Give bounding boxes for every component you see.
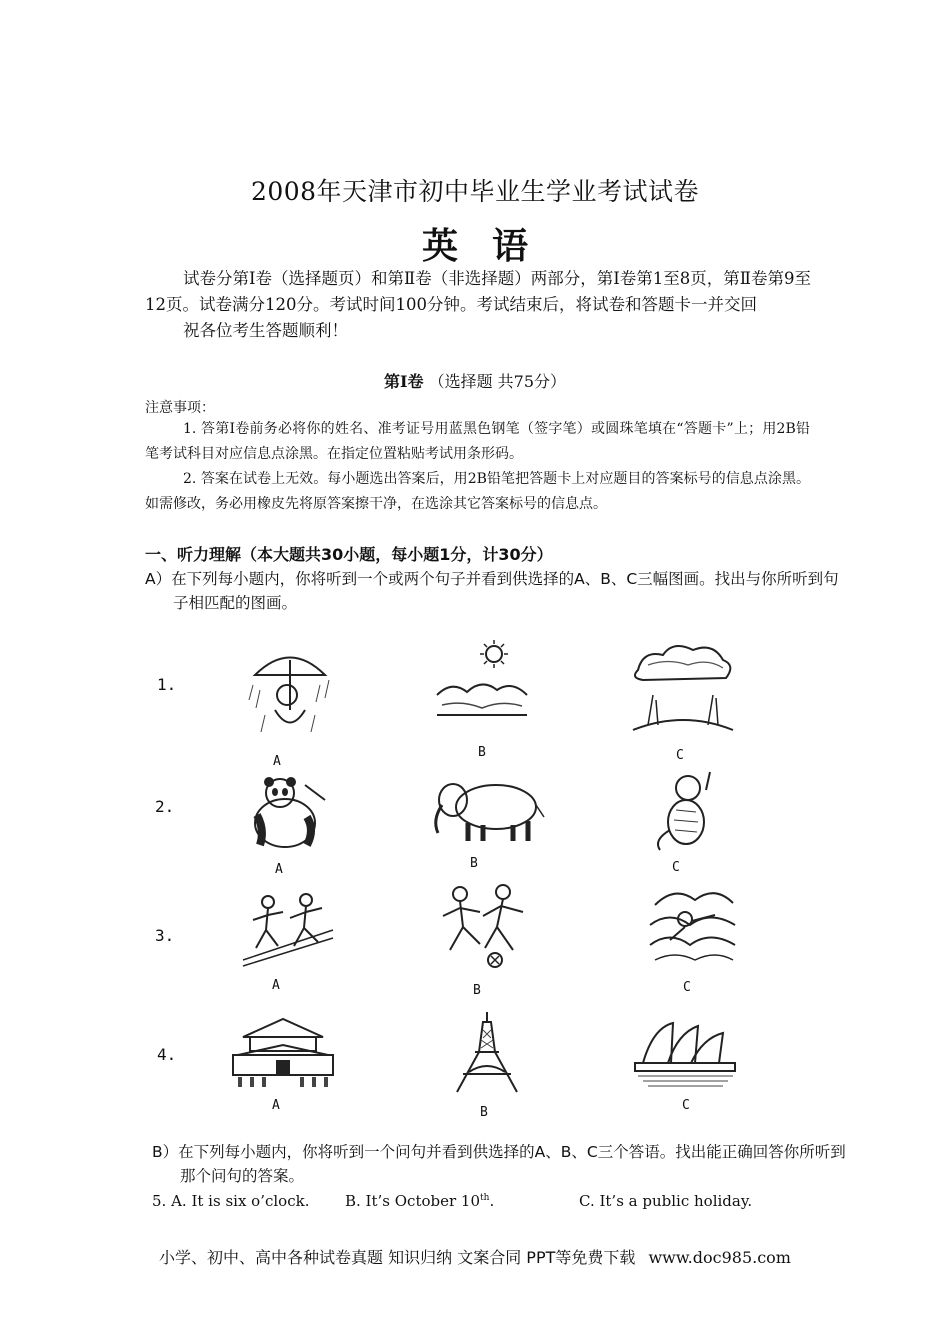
note-item-1: 1. 答第Ⅰ卷前务必将你的姓名、准考证号用蓝黑色钢笔（签字笔）或圆珠笔填在“答题卡”上；用2B铅笔考试科目对应信息点涂黑。在指定位置粘贴考试用条形码。	[145, 421, 810, 462]
football-players-icon	[435, 882, 530, 972]
tiananmen-icon	[228, 1015, 338, 1090]
exam-title: 2008年天津市初中毕业生学业考试试卷	[250, 177, 700, 206]
option-letter: B	[470, 856, 478, 871]
option-letter: C	[683, 980, 691, 995]
question-number: 3.	[155, 926, 175, 945]
option-letter: A	[272, 978, 280, 993]
question-number: 4.	[157, 1045, 177, 1064]
part-heading	[0, 369, 950, 392]
question-number: 2.	[155, 797, 175, 816]
sydney-opera-house-icon	[633, 1018, 738, 1088]
question-5-number: 5.	[152, 1192, 167, 1210]
panda-icon	[245, 775, 330, 855]
elephant-icon	[428, 775, 548, 845]
option-letter: B	[478, 745, 486, 760]
option-letter: C	[676, 748, 684, 763]
option-letter: B	[473, 983, 481, 998]
intro-text: 试卷分第Ⅰ卷（选择题页）和第Ⅱ卷（非选择题）两部分，第Ⅰ卷第1至8页，第Ⅱ卷第9至12页。试卷满分120分。考试时间100分钟。考试结束后，将试卷和答题卡一并交回	[145, 269, 811, 314]
option-letter: A	[275, 862, 283, 877]
footer-text: 小学、初中、高中各种试卷真题 知识归纳 文案合同 PPT等免费下载	[159, 1248, 636, 1267]
part-label: 第Ⅰ卷	[383, 372, 424, 391]
question-number: 1.	[157, 675, 177, 694]
footer	[0, 1245, 950, 1268]
part-desc: （选择题 共75分）	[428, 372, 567, 391]
intro-wish: 祝各位考生答题顺利！	[183, 321, 348, 340]
answer-b-sup: th	[480, 1193, 490, 1203]
runners-icon	[238, 890, 338, 970]
answer-b-suffix: .	[489, 1192, 495, 1210]
option-letter: C	[682, 1098, 690, 1113]
answer-c: C. It’s a public holiday.	[579, 1192, 753, 1210]
section-heading: 一、听力理解（本大题共30小题，每小题1分，计30分）	[145, 545, 553, 564]
footer-url[interactable]: www.doc985.com	[648, 1248, 791, 1267]
answer-b-text: B. It’s October 10	[345, 1192, 481, 1210]
swimmer-icon	[645, 885, 740, 970]
monkey-icon	[648, 770, 718, 855]
umbrella-rain-icon	[245, 640, 335, 745]
option-letter: B	[480, 1105, 488, 1120]
intro	[145, 266, 815, 344]
cloudy-landscape-icon	[628, 640, 738, 740]
instruction-b: B）在下列每小题内，你将听到一个问句并看到供选择的A、B、C三个答语。找出能正确回答你所听到那个问句的答案。	[152, 1143, 846, 1185]
eiffel-tower-icon	[447, 1012, 527, 1094]
option-letter: A	[272, 1098, 280, 1113]
question-5	[152, 1192, 309, 1210]
option-letter: C	[672, 860, 680, 875]
instruction-a: A）在下列每小题内，你将听到一个或两个句子并看到供选择的A、B、C三幅图画。找出与你所听到句子相匹配的图画。	[145, 570, 839, 612]
notes-label: 注意事项：	[145, 400, 215, 416]
answer-b	[345, 1192, 494, 1210]
note-item-2: 2. 答案在试卷上无效。每小题选出答案后，用2B铅笔把答题卡上对应题目的答案标号的信息点涂黑。如需修改，务必用橡皮先将原答案擦干净，在选涂其它答案标号的信息点。	[145, 471, 810, 512]
option-letter: A	[273, 754, 281, 769]
sunny-landscape-icon	[432, 640, 532, 730]
answer-a: A. It is six o’clock.	[171, 1192, 310, 1210]
subject-title: 英语	[421, 226, 562, 267]
